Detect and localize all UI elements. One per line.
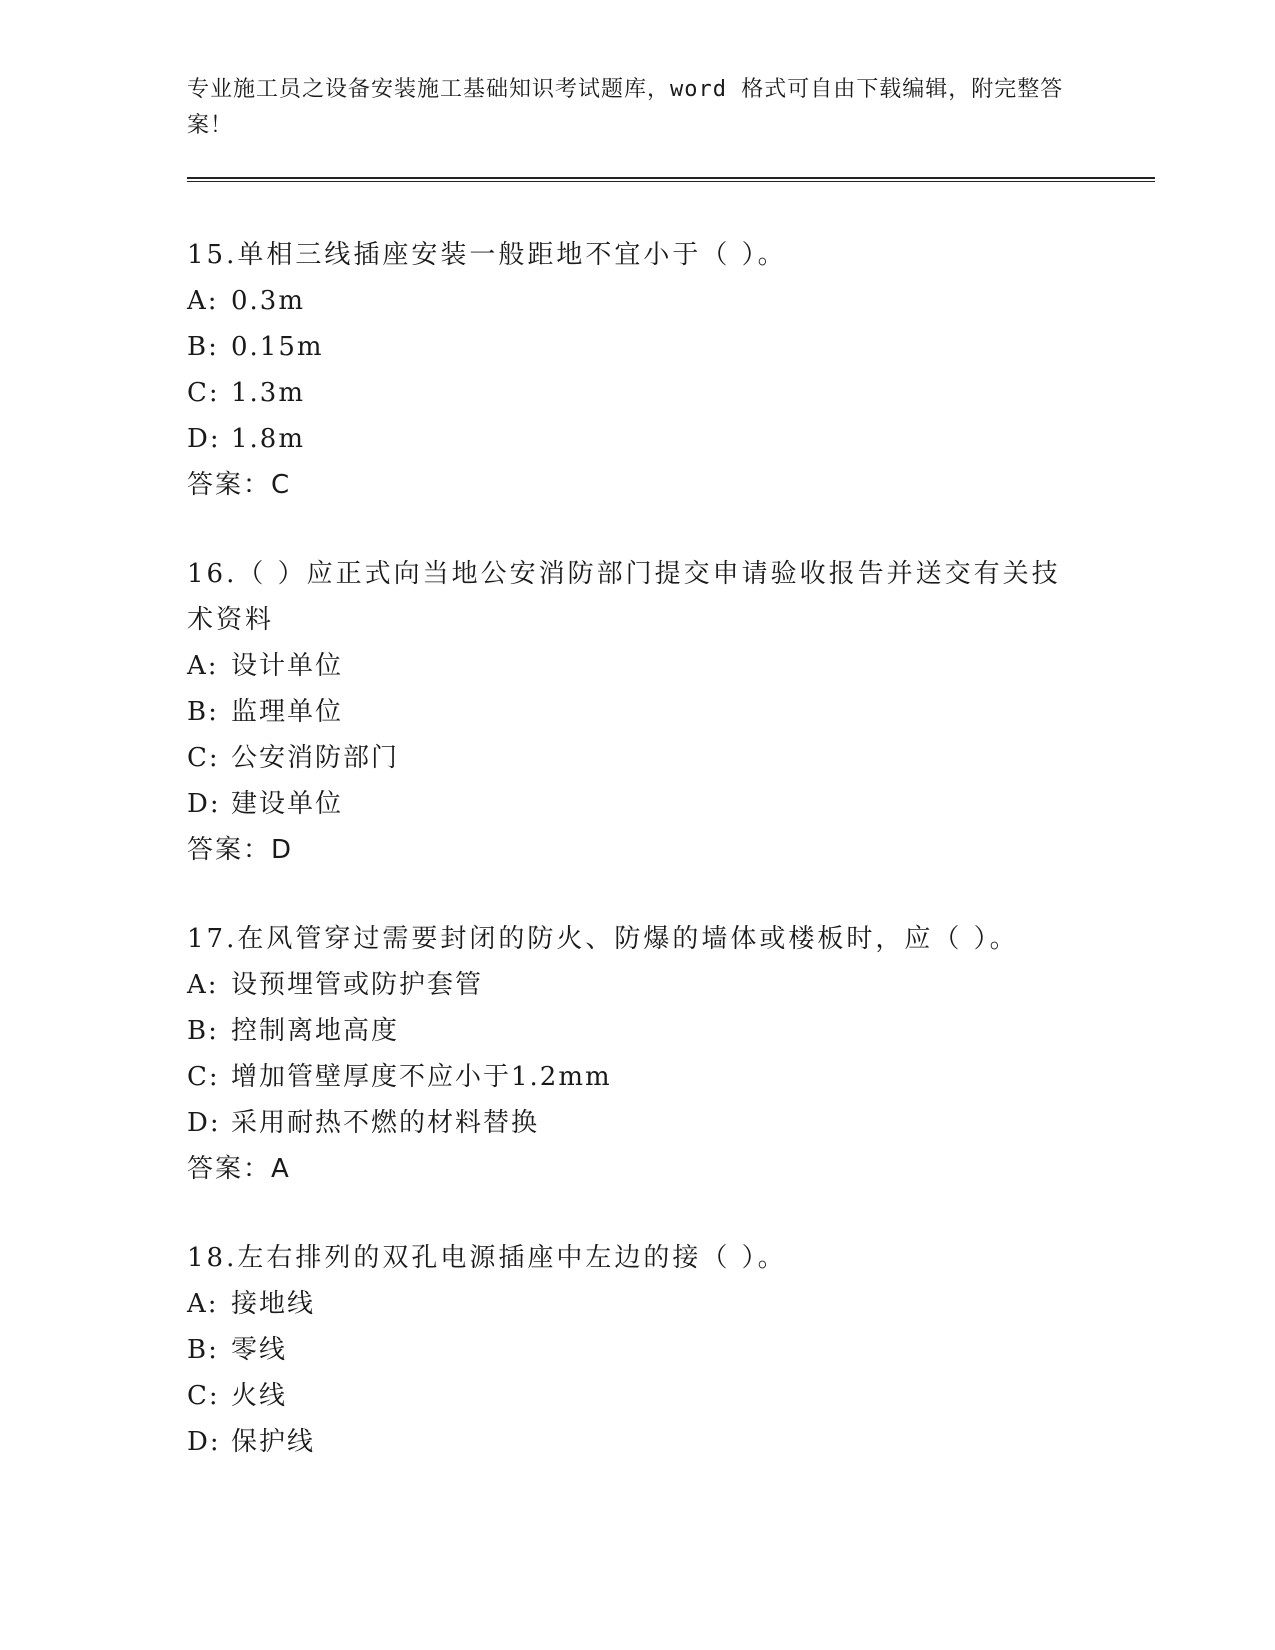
option-text: 接地线 (231, 1289, 316, 1319)
option-text: 公安消防部门 (231, 743, 400, 773)
option-d (187, 416, 1155, 462)
option-c (187, 1054, 1155, 1100)
option-text: 0.15m (231, 332, 324, 362)
question-stem: 15.单相三线插座安装一般距地不宜小于（ ）。 (187, 240, 787, 270)
option-letter: C: (187, 743, 220, 773)
option-letter: D: (187, 789, 221, 819)
question-stem: 18.左右排列的双孔电源插座中左边的接（ ）。 (187, 1243, 787, 1273)
option-d (187, 781, 1155, 827)
option-text: 监理单位 (231, 697, 344, 727)
option-text: 1.3m (231, 378, 306, 408)
option-letter: D: (187, 1108, 221, 1138)
option-a (187, 278, 1155, 324)
option-c (187, 735, 1155, 781)
option-letter: A: (187, 1289, 219, 1319)
option-d (187, 1419, 1155, 1465)
option-letter: A: (187, 651, 219, 681)
option-a (187, 643, 1155, 689)
answer-line: 答案：C (187, 470, 292, 500)
option-letter: D: (187, 424, 221, 454)
option-text: 采用耐热不燃的材料替换 (231, 1108, 540, 1138)
option-letter: B: (187, 332, 219, 362)
option-letter: B: (187, 1016, 219, 1046)
option-text: 增加管壁厚度不应小于1.2mm (231, 1062, 612, 1092)
option-letter: B: (187, 1335, 219, 1365)
question-18 (187, 1235, 1155, 1465)
question-16 (187, 551, 1155, 873)
option-letter: A: (187, 286, 219, 316)
header-divider (187, 177, 1155, 182)
question-stem: 16.（ ）应正式向当地公安消防部门提交申请验收报告并送交有关技术资料 (187, 559, 1061, 635)
option-text: 1.8m (231, 424, 306, 454)
option-b (187, 689, 1155, 735)
option-c (187, 370, 1155, 416)
option-text: 火线 (231, 1381, 288, 1411)
option-letter: C: (187, 1381, 220, 1411)
option-text: 建设单位 (231, 789, 344, 819)
question-list (187, 232, 1155, 1508)
option-b (187, 1008, 1155, 1054)
option-letter: C: (187, 1062, 220, 1092)
option-text: 0.3m (231, 286, 306, 316)
option-d (187, 1100, 1155, 1146)
option-text: 设计单位 (231, 651, 344, 681)
question-stem: 17.在风管穿过需要封闭的防火、防爆的墙体或楼板时，应（ ）。 (187, 924, 1019, 954)
option-b (187, 1327, 1155, 1373)
option-a (187, 1281, 1155, 1327)
option-letter: C: (187, 378, 220, 408)
answer-line: 答案：D (187, 835, 294, 865)
option-text: 保护线 (231, 1427, 316, 1457)
option-letter: A: (187, 970, 219, 1000)
option-text: 控制离地高度 (231, 1016, 400, 1046)
option-a (187, 962, 1155, 1008)
option-letter: B: (187, 697, 219, 727)
question-15 (187, 232, 1155, 508)
option-text: 设预埋管或防护套管 (231, 970, 484, 1000)
option-text: 零线 (231, 1335, 288, 1365)
option-c (187, 1373, 1155, 1419)
document-header: 专业施工员之设备安装施工基础知识考试题库，word 格式可自由下载编辑，附完整答案！ (187, 77, 1064, 138)
question-17 (187, 916, 1155, 1192)
answer-line: 答案：A (187, 1154, 291, 1184)
document-page (187, 72, 1147, 1457)
option-b (187, 324, 1155, 370)
option-letter: D: (187, 1427, 221, 1457)
